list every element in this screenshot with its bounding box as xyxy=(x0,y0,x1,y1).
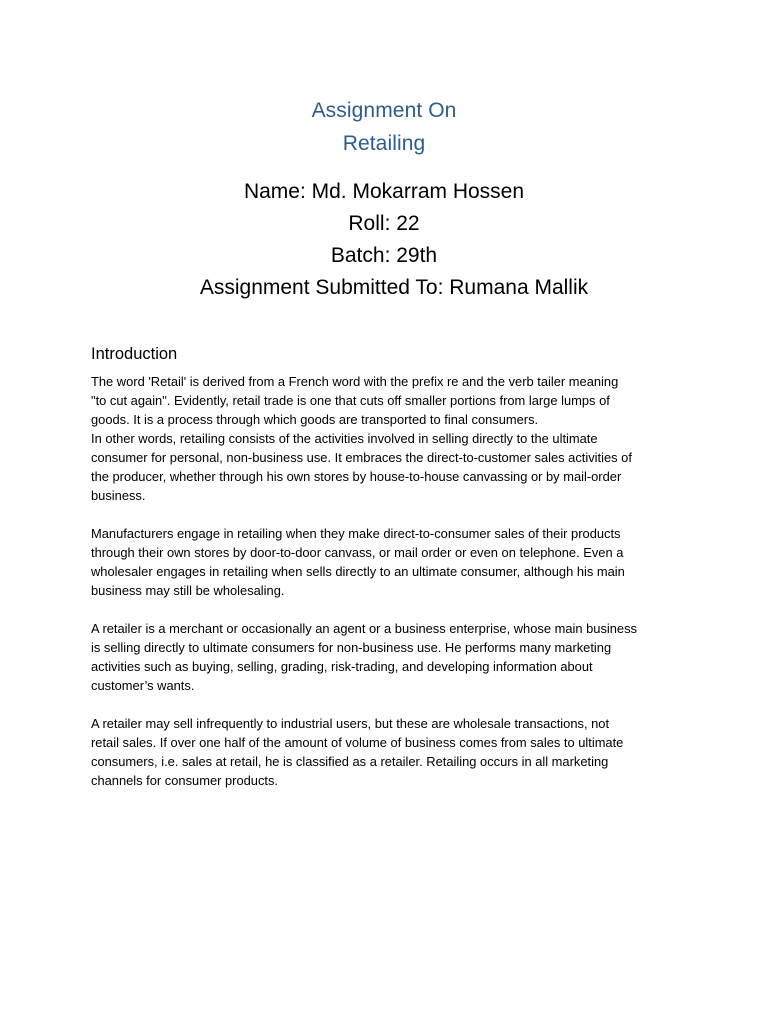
student-name: Name: Md. Mokarram Hossen xyxy=(243,180,525,203)
paragraph-line: wholesaler engages in retailing when sells directly to an ultimate consumer, although his main xyxy=(91,564,625,579)
paragraph-5 xyxy=(91,714,681,790)
title-line-2: Retailing xyxy=(342,132,426,155)
paragraph-line: Manufacturers engage in retailing when they make direct-to-consumer sales of their products xyxy=(91,526,621,541)
paragraph-line: "to cut again". Evidently, retail trade is one that cuts off smaller portions from large lumps of xyxy=(91,393,610,408)
section-heading-introduction: Introduction xyxy=(91,345,178,363)
paragraph-line: is selling directly to ultimate consumers for non-business use. He performs many marketing xyxy=(91,640,612,655)
document-body xyxy=(91,342,681,809)
paragraph-2 xyxy=(91,429,681,505)
paragraph-line: The word 'Retail' is derived from a French word with the prefix re and the verb tailer meaning xyxy=(91,374,619,389)
paragraph-line: consumer for personal, non-business use. It embraces the direct-to-customer sales activities of xyxy=(91,450,632,465)
paragraph-line: business may still be wholesaling. xyxy=(91,583,285,598)
submitted-to: Assignment Submitted To: Rumana Mallik xyxy=(199,276,589,299)
paragraph-line: business. xyxy=(91,488,146,503)
paragraph-line: through their own stores by door-to-door canvass, or mail order or even on telephone. Even a xyxy=(91,545,624,560)
paragraph-line: In other words, retailing consists of the activities involved in selling directly to the ultimate xyxy=(91,431,598,446)
student-info xyxy=(0,176,768,304)
paragraph-line: the producer, whether through his own stores by house-to-house canvassing or by mail-order xyxy=(91,469,622,484)
student-roll: Roll: 22 xyxy=(348,212,420,235)
student-batch: Batch: 29th xyxy=(330,244,438,267)
paragraph-3 xyxy=(91,524,681,600)
paragraph-line: consumers, i.e. sales at retail, he is classified as a retailer. Retailing occurs in all marketing xyxy=(91,754,609,769)
paragraph-line: customer’s wants. xyxy=(91,678,195,693)
paragraph-line: A retailer is a merchant or occasionally an agent or a business enterprise, whose main business xyxy=(91,621,637,636)
paragraph-line: activities such as buying, selling, grading, risk-trading, and developing information about xyxy=(91,659,593,674)
document-title xyxy=(0,94,768,160)
paragraph-line: retail sales. If over one half of the amount of volume of business comes from sales to ultimate xyxy=(91,735,624,750)
paragraph-line: channels for consumer products. xyxy=(91,773,279,788)
paragraph-4 xyxy=(91,619,681,695)
paragraph-line: goods. It is a process through which goods are transported to final consumers. xyxy=(91,412,539,427)
paragraph-line: A retailer may sell infrequently to industrial users, but these are wholesale transactions, not xyxy=(91,716,610,731)
paragraph-1 xyxy=(91,372,681,429)
title-line-1: Assignment On xyxy=(311,99,457,122)
